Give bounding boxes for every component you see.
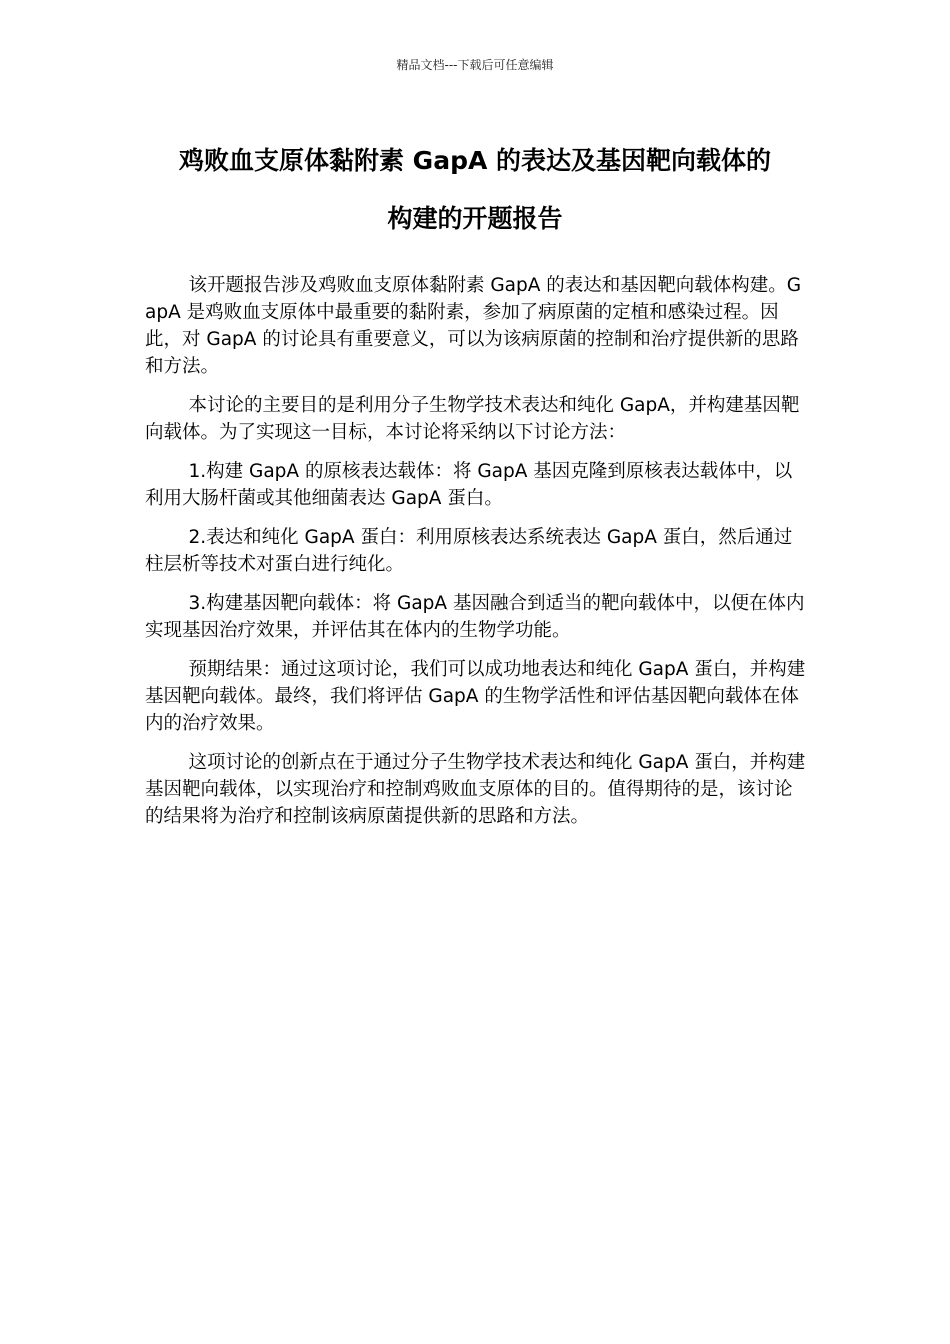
page-header: 精品文档---下载后可任意编辑 [396, 58, 554, 72]
document-title [120, 132, 830, 248]
paragraph-method-3: 3.构建基因靶向载体：将 GapA 基因融合到适当的靶向载体中，以便在体内实现基因治疗效果，并评估其在体内的生物学功能。 [145, 593, 805, 641]
document-body [145, 272, 810, 842]
paragraph-expected-results: 预期结果：通过这项讨论，我们可以成功地表达和纯化 GapA 蛋白，并构建基因靶向载体。最终，我们将评估 GapA 的生物学活性和评估基因靶向载体在体内的治疗效果。 [145, 659, 806, 734]
title-line-1: 鸡败血支原体黏附素 GapA 的表达及基因靶向载体的 [178, 146, 772, 175]
title-line-2: 构建的开题报告 [387, 204, 563, 233]
paragraph-objective: 本讨论的主要目的是利用分子生物学技术表达和纯化 GapA，并构建基因靶向载体。为了实现这一目标，本讨论将采纳以下讨论方法： [145, 395, 800, 443]
paragraph-intro: 该开题报告涉及鸡败血支原体黏附素 GapA 的表达和基因靶向载体构建。GapA 是鸡败血支原体中最重要的黏附素，参加了病原菌的定植和感染过程。因此，对 GapA 的讨论具有重要意义，可以为该病原菌的控制和治疗提供新的思路和方法。 [145, 275, 802, 377]
paragraph-innovation: 这项讨论的创新点在于通过分子生物学技术表达和纯化 GapA 蛋白，并构建基因靶向载体，以实现治疗和控制鸡败血支原体的目的。值得期待的是，该讨论的结果将为治疗和控制该病原菌提供新的思路和方法。 [145, 752, 806, 827]
paragraph-method-1: 1.构建 GapA 的原核表达载体：将 GapA 基因克隆到原核表达载体中，以利用大肠杆菌或其他细菌表达 GapA 蛋白。 [145, 461, 793, 509]
paragraph-method-2: 2.表达和纯化 GapA 蛋白：利用原核表达系统表达 GapA 蛋白，然后通过柱层析等技术对蛋白进行纯化。 [145, 527, 793, 575]
